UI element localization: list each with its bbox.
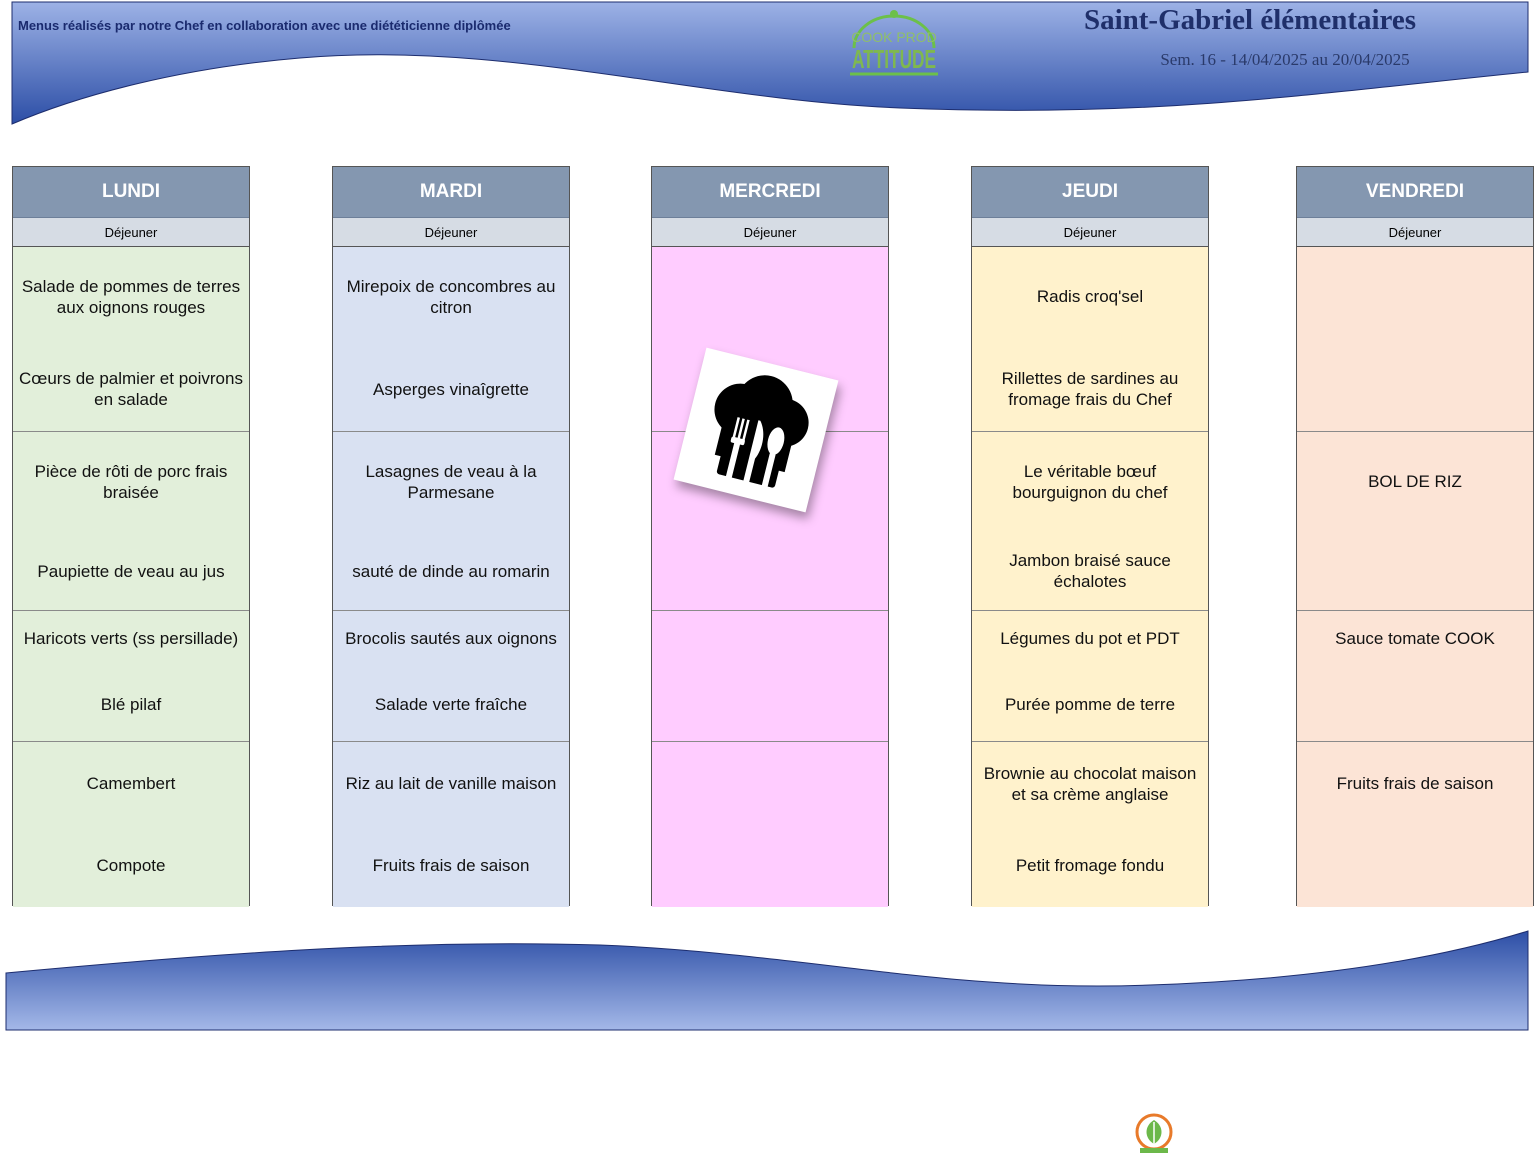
- menu-item: Paupiette de veau au jus: [37, 561, 225, 581]
- meal-label: Déjeuner: [972, 218, 1208, 247]
- cook-prod-attitude-logo: [840, 4, 948, 80]
- meal-label: Déjeuner: [1297, 218, 1533, 247]
- footer-banner: [0, 925, 1536, 1035]
- menu-item: Fruits frais de saison: [1336, 773, 1494, 793]
- logo-line1: COOK PROD: [851, 29, 937, 45]
- menu-item: Blé pilaf: [100, 694, 162, 714]
- plats-section: [972, 432, 1208, 611]
- day-column-lundi: [12, 166, 250, 906]
- accompagnements-section: [13, 611, 249, 742]
- day-column-jeudi: [971, 166, 1209, 906]
- meal-label: Déjeuner: [13, 218, 249, 247]
- day-column-mardi: [332, 166, 570, 906]
- menu-item: Riz au lait de vanille maison: [345, 773, 557, 793]
- header-tagline: Menus réalisés par notre Chef en collaboration avec une diététicienne diplômée: [18, 18, 511, 33]
- menu-item: Le véritable bœuf bourguignon du chef: [1012, 462, 1168, 502]
- day-header: VENDREDI: [1297, 167, 1533, 218]
- menu-item: Brocolis sautés aux oignons: [345, 628, 557, 648]
- menu-item: Radis croq'sel: [1036, 286, 1144, 306]
- menu-item: Petit fromage fondu: [1015, 855, 1165, 875]
- plats-section: [333, 432, 569, 611]
- meal-label: Déjeuner: [333, 218, 569, 247]
- menu-item: Mirepoix de concombres au citron: [346, 277, 556, 317]
- menu-item: Camembert: [86, 773, 176, 793]
- menu-item: Fruits frais de saison: [372, 855, 530, 875]
- accompagnements-section: [333, 611, 569, 742]
- leaf-badge-icon: [1134, 1112, 1174, 1154]
- plats-section: [1297, 432, 1533, 611]
- accompagnements-section: [652, 611, 888, 742]
- meal-label: Déjeuner: [652, 218, 888, 247]
- day-header: MARDI: [333, 167, 569, 218]
- menu-item: BOL DE RIZ: [1368, 471, 1462, 491]
- desserts-section: [13, 742, 249, 907]
- logo-line2: ATTITUDE: [852, 44, 936, 74]
- menu-item: Jambon braisé sauce échalotes: [1009, 551, 1171, 591]
- day-column-mercredi: [651, 166, 889, 906]
- day-header: LUNDI: [13, 167, 249, 218]
- desserts-section: [972, 742, 1208, 907]
- entrees-section: [1297, 247, 1533, 432]
- desserts-section: [652, 742, 888, 907]
- accompagnements-section: [972, 611, 1208, 742]
- menu-item: Salade de pommes de terres aux oignons rouges: [21, 277, 241, 317]
- menu-item: Compote: [96, 855, 166, 875]
- menu-item: Pièce de rôti de porc frais braisée: [34, 462, 228, 502]
- desserts-section: [1297, 742, 1533, 907]
- menu-item: Asperges vinaîgrette: [373, 379, 529, 399]
- entrees-section: [13, 247, 249, 432]
- menu-item: Purée pomme de terre: [1004, 694, 1176, 714]
- week-range: Sem. 16 - 14/04/2025 au 20/04/2025: [1160, 50, 1410, 69]
- day-column-vendredi: [1296, 166, 1534, 906]
- menu-item: Cœurs de palmier et poivrons en salade: [19, 369, 243, 409]
- school-title: Saint-Gabriel élémentaires: [1083, 4, 1417, 36]
- day-header: JEUDI: [972, 167, 1208, 218]
- menu-item: Salade verte fraîche: [374, 694, 528, 714]
- menu-item: Lasagnes de veau à la Parmesane: [365, 462, 537, 502]
- menu-item: Rillettes de sardines au fromage frais du Chef: [1001, 369, 1179, 409]
- menu-item: Haricots verts (ss persillade): [23, 628, 239, 648]
- desserts-section: [333, 742, 569, 907]
- menu-item: Légumes du pot et PDT: [1000, 628, 1180, 648]
- menu-item: sauté de dinde au romarin: [352, 561, 550, 581]
- day-header: MERCREDI: [652, 167, 888, 218]
- accompagnements-section: [1297, 611, 1533, 742]
- plats-section: [13, 432, 249, 611]
- menu-item: Brownie au chocolat maison et sa crème anglaise: [983, 764, 1197, 804]
- entrees-section: [333, 247, 569, 432]
- entrees-section: [972, 247, 1208, 432]
- menu-item: Sauce tomate COOK: [1335, 628, 1495, 648]
